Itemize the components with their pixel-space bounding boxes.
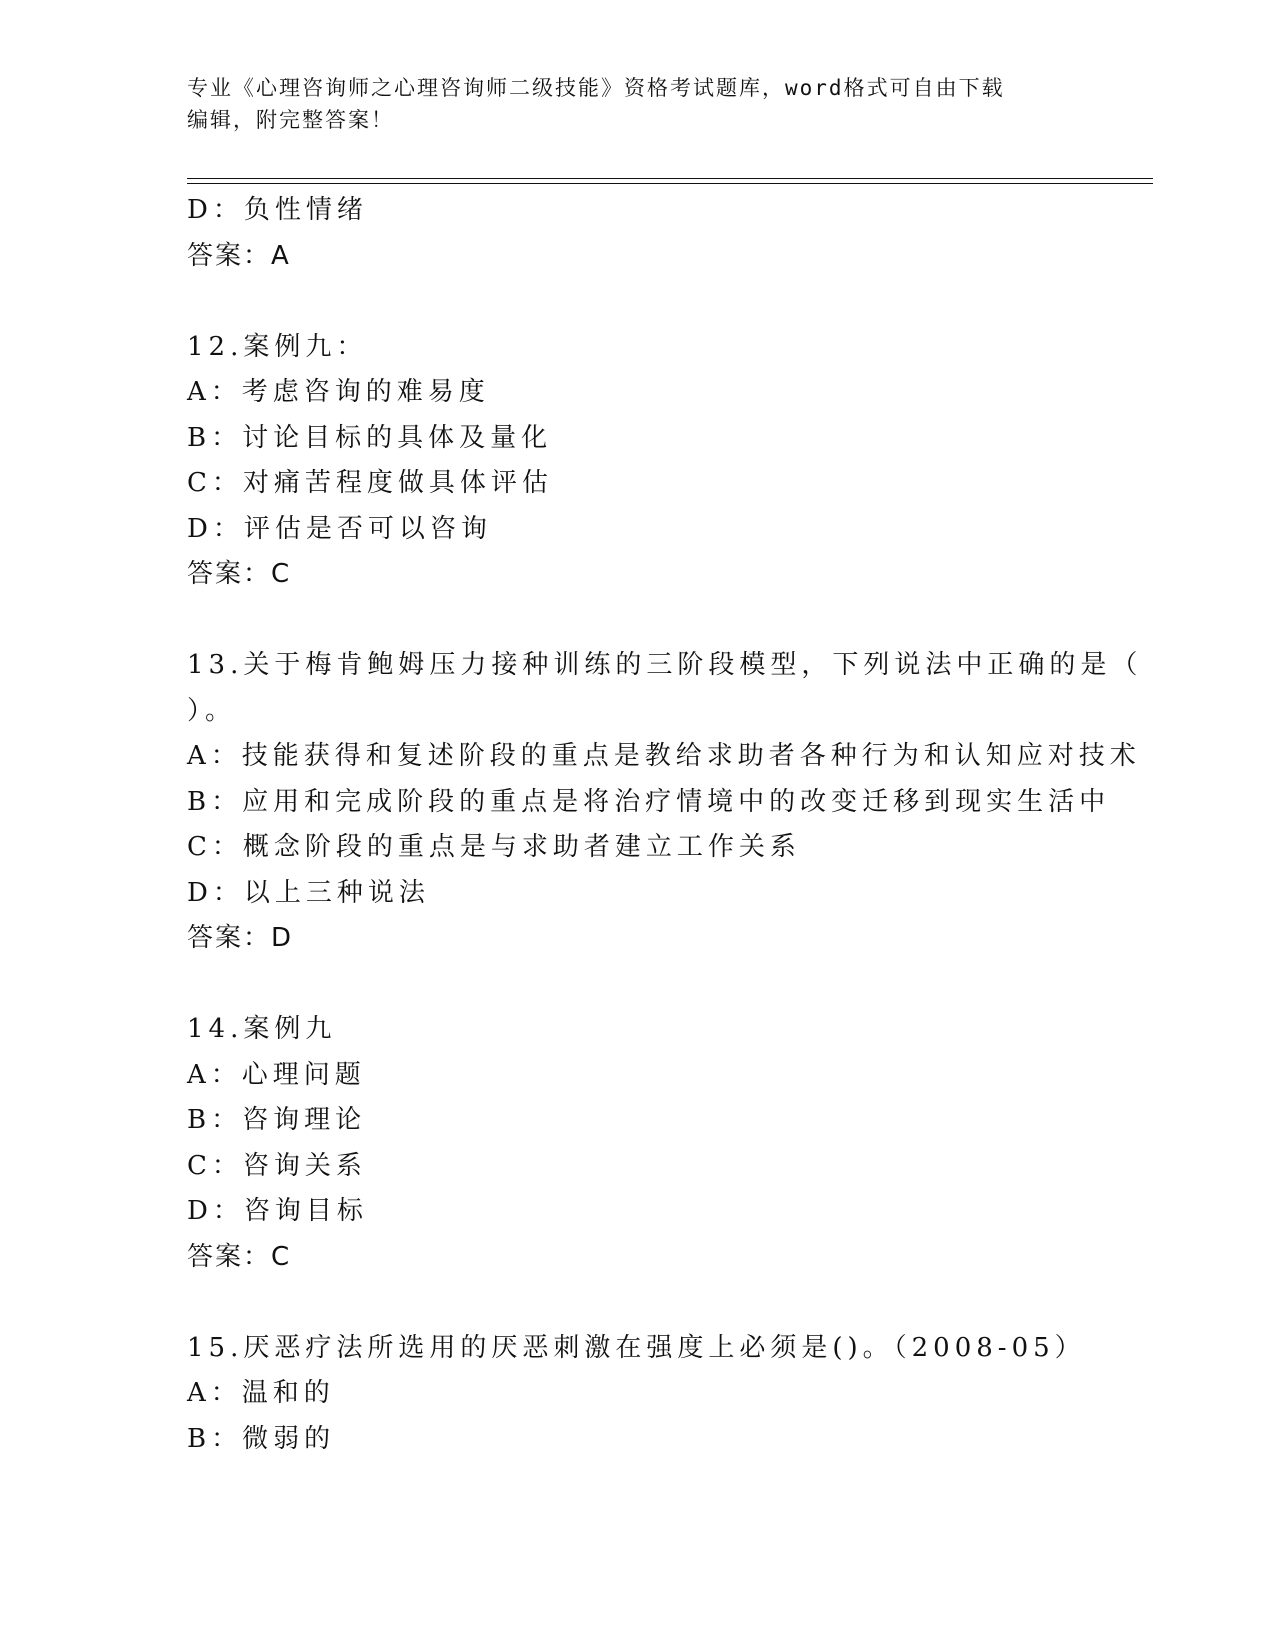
question-13-option-a: A：技能获得和复述阶段的重点是教给求助者各种行为和认知应对技术 [187, 741, 1141, 771]
question-13-option-c: C：概念阶段的重点是与求助者建立工作关系 [187, 832, 801, 862]
question-14-option-b: B：咨询理论 [187, 1105, 367, 1135]
question-12-option-a: A：考虑咨询的难易度 [187, 377, 490, 407]
spacer [187, 279, 1087, 325]
question-12-stem: 12.案例九： [187, 331, 368, 362]
header-line-2: 编辑，附完整答案！ [187, 108, 394, 132]
prev-answer: 答案：A [187, 240, 291, 271]
question-14-option-c: C：咨询关系 [187, 1150, 367, 1181]
question-12-answer: 答案：C [187, 559, 292, 589]
question-14-stem: 14.案例九 [187, 1014, 337, 1044]
question-15-stem: 15.厌恶疗法所选用的厌恶刺激在强度上必须是()。（2008-05） [187, 1332, 1086, 1363]
question-12-option-b: B：讨论目标的具体及量化 [187, 422, 553, 453]
question-12-option-c: C：对痛苦程度做具体评估 [187, 468, 553, 498]
document-header [187, 72, 1067, 136]
question-13-stem-cont: ）。 [187, 695, 237, 726]
question-14-answer: 答案：C [187, 1241, 292, 1272]
question-15-option-b: B：微弱的 [187, 1423, 336, 1454]
question-13-stem: 13.关于梅肯鲍姆压力接种训练的三阶段模型，下列说法中正确的是（ [187, 650, 1143, 680]
question-list [187, 188, 1143, 1462]
spacer [187, 1280, 1087, 1326]
question-14-option-d: D：咨询目标 [187, 1196, 368, 1226]
spacer [187, 962, 1087, 1008]
question-13-option-b: B：应用和完成阶段的重点是将治疗情境中的改变迁移到现实生活中 [187, 786, 1111, 817]
question-14-option-a: A：心理问题 [187, 1059, 366, 1090]
header-rule-bottom [187, 183, 1153, 184]
header-rule-top [187, 178, 1153, 179]
spacer [187, 598, 1087, 644]
question-13-option-d: D：以上三种说法 [187, 877, 430, 908]
prev-option-d: D：负性情绪 [187, 195, 368, 225]
question-15-option-a: A：温和的 [187, 1378, 335, 1408]
question-13-answer: 答案：D [187, 923, 294, 953]
header-line-1: 专业《心理咨询师之心理咨询师二级技能》资格考试题库，word格式可自由下载 [187, 76, 1005, 100]
question-12-option-d: D：评估是否可以咨询 [187, 513, 492, 544]
